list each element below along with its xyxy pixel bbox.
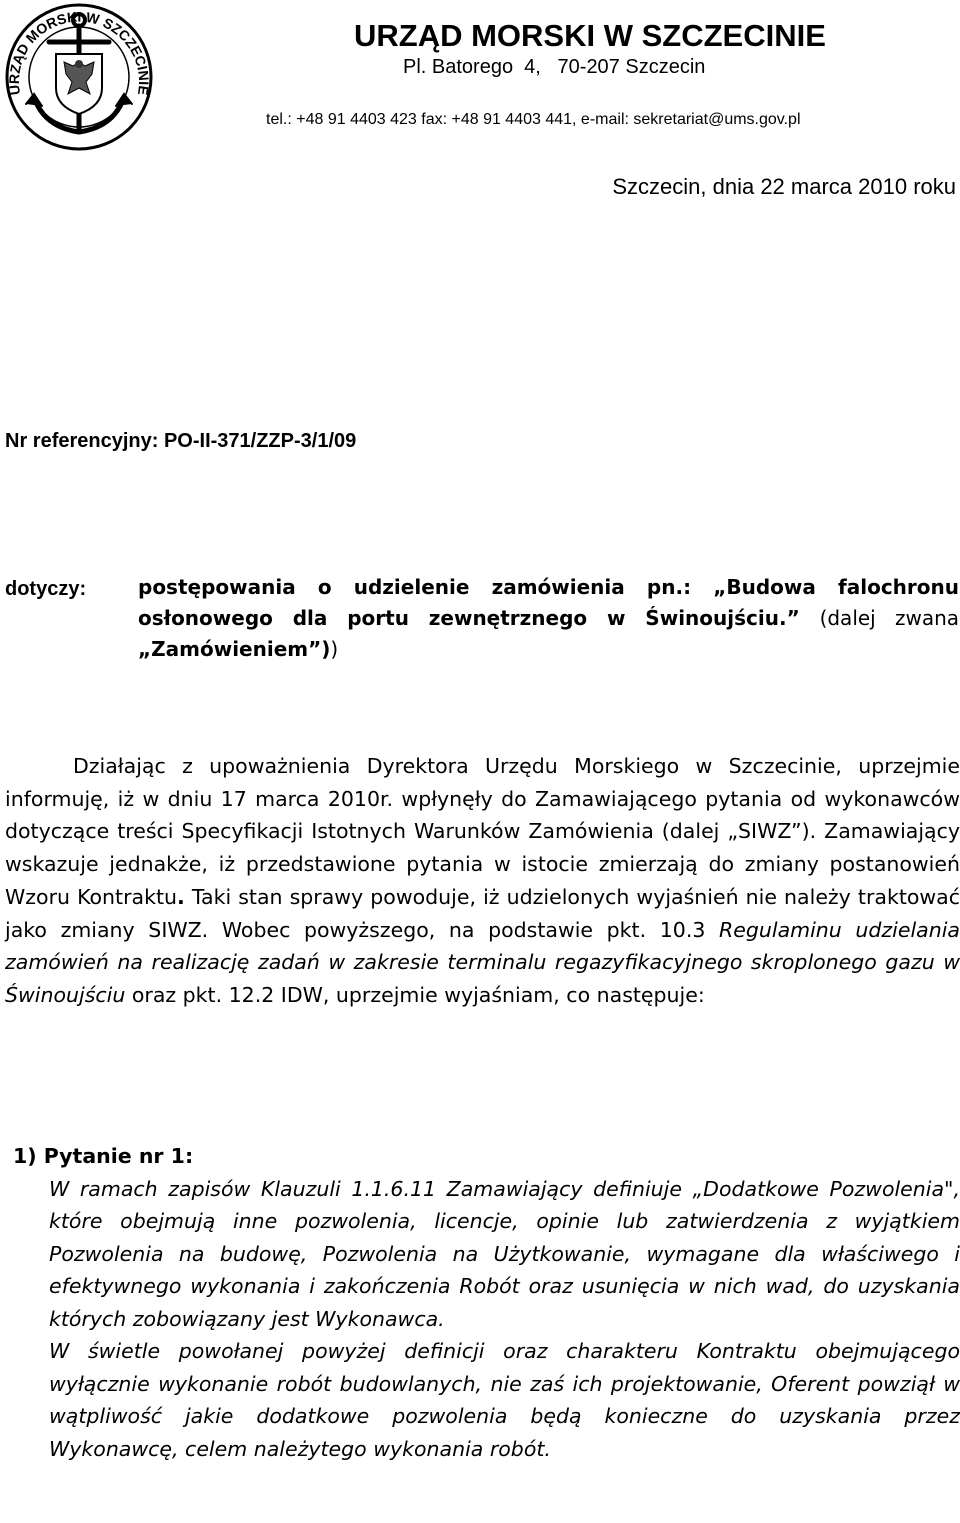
reference-number: Nr referencyjny: PO-II-371/ZZP-3/1/09 (5, 430, 357, 452)
question-1 (5, 1140, 960, 1465)
question-1-paragraph-2: W świetle powołanej powyżej definicji oraz charakteru Kontraktu obejmującego wyłącznie wykonanie robót budowlanych, nie zaś ich projektowanie, Oferent powziął w wątpliwość jakie dodatkowe pozwolenia będą konieczne do uzyskania przez Wykonawcę, celem należytego wykonania robót. (49, 1339, 960, 1461)
contact-line: tel.: +48 91 4403 423 fax: +48 91 4403 441, e-mail: sekretariat@ums.gov.pl (266, 111, 801, 128)
intro-text-1: Działając z upoważnienia Dyrektora Urzędu Morskiego w Szczecinie, uprzejmie informuję, iż w dniu 17 marca 2010r. wpłynęły do Zamawiającego pytania od wykonawców dotyczące treści Specyfikacji Istotnych Warunków Zamówienia (dalej „SIWZ”). Zamawiający wskazuje jednakże, iż przedstawione pytania w istocie zmierzają do zmiany postanowień Wzoru Kontraktu (5, 754, 960, 909)
intro-text-2: Taki stan sprawy powoduje, iż udzielonych wyjaśnień nie należy traktować jako zmiany SIWZ. Wobec powyższego, na podstawie pkt. 10.3 (5, 884, 960, 942)
regulation-title: Regulaminu udzielania zamówień na realizację zadań w zakresie terminalu regazyfikacyjnego skroplonego gazu w Świnoujściu (5, 917, 960, 1007)
concerns-text: postępowania o udzielenie zamówienia pn.: „Budowa falochronu osłonowego dla portu zewnętrznego w Świnoujściu.” (dalej zwana „Zamówieniem”)) (138, 575, 960, 661)
eagle-emblem-icon (56, 54, 102, 114)
concerns-note: (dalej zwana (819, 606, 960, 630)
intro-text-3: oraz pkt. 12.2 IDW, uprzejmie wyjaśniam, co następuje: (125, 982, 705, 1007)
institution-name: URZĄD MORSKI W SZCZECINIE (354, 18, 826, 53)
question-1-heading: 1) Pytanie nr 1: (13, 1144, 194, 1168)
concerns-label: dotyczy: (5, 578, 87, 600)
concerns-tail: „Zamówieniem”) (138, 637, 331, 661)
date-line: Szczecin, dnia 22 marca 2010 roku (612, 174, 956, 199)
institution-address: Pl. Batorego 4, 70-207 Szczecin (403, 56, 706, 78)
concerns-subject: postępowania o udzielenie zamówienia pn.: „Budowa falochronu osłonowego dla portu zewnętrznego w Świnoujściu.” (138, 575, 959, 630)
institution-seal (4, 2, 154, 152)
question-1-paragraph-1: W ramach zapisów Klauzuli 1.1.6.11 Zamawiający definiuje „Dodatkowe Pozwolenia", które obejmują inne pozwolenia, licencje, opinie lub zatwierdzenia z wyjątkiem Pozwolenia na budowę, Pozwolenia na Użytkowanie, wymagane dla właściwego i efektywnego wykonania i zakończenia Robót oraz usunięcia w nich wad, do uzyskania których zobowiązany jest Wykonawca. (49, 1176, 960, 1331)
intro-paragraph (5, 750, 960, 1012)
intro-period: . (176, 884, 185, 909)
seal-lettering: URZĄD MORSKI W SZCZECINIE (5, 8, 153, 97)
